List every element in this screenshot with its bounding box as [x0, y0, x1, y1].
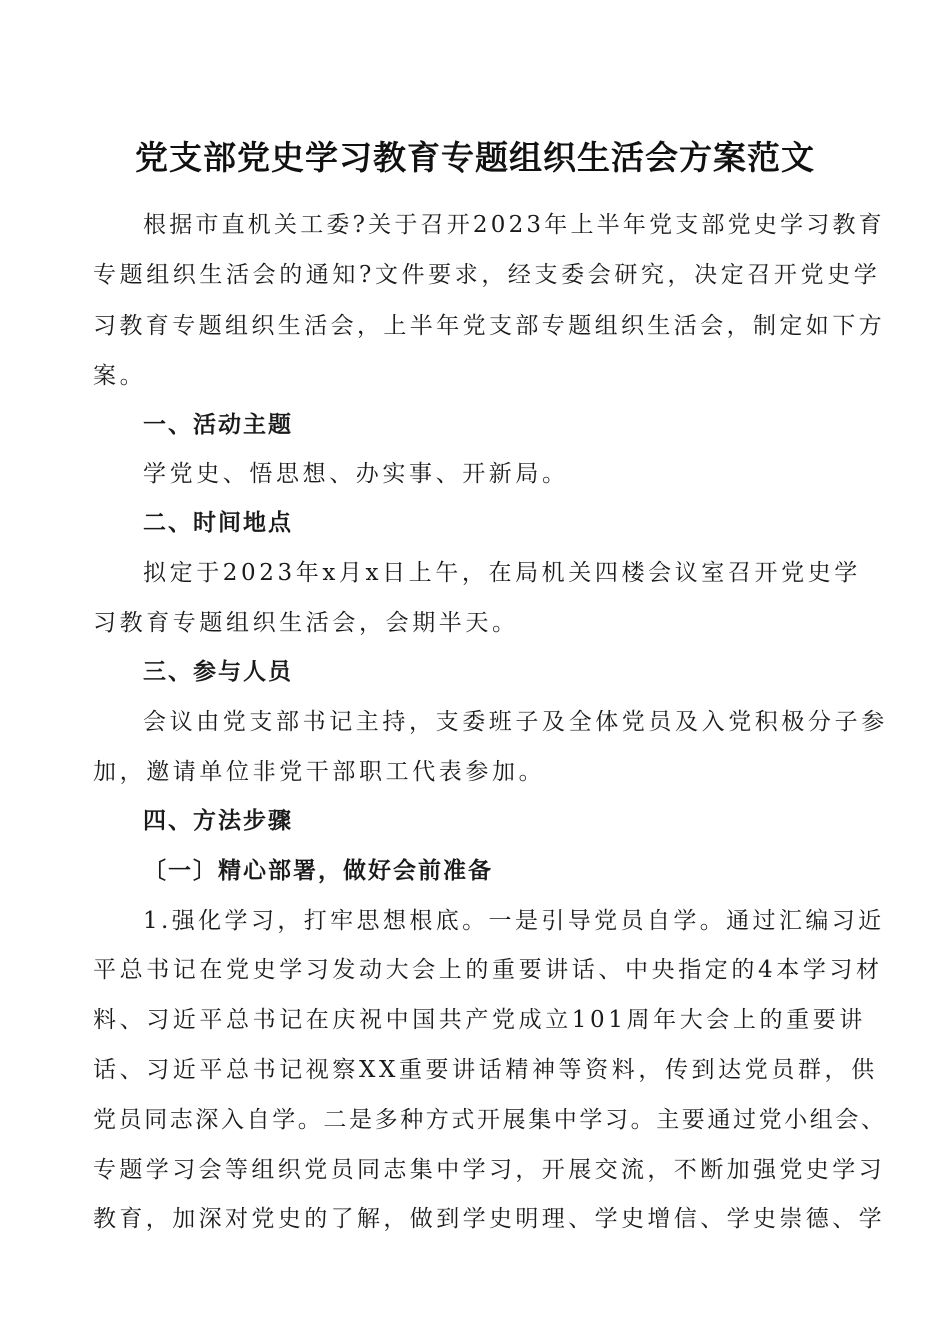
methods-subheading-1: 〔一〕精心部署，做好会前准备 [143, 858, 493, 884]
methods-line-4: 话、习近平总书记视察XX重要讲话精神等资料，传到达党员群，供 [93, 1057, 878, 1083]
section-heading-theme: 一、活动主题 [143, 412, 293, 438]
methods-line-7: 教育，加深对党史的了解，做到学史明理、学史增信、学史崇德、学 [93, 1206, 885, 1232]
intro-line-1: 根据市直机关工委?关于召开2023年上半年党支部党史学习教育 [143, 212, 885, 238]
methods-line-2: 平总书记在党史学习发动大会上的重要讲话、中央指定的4本学习材 [93, 957, 883, 983]
methods-line-6: 专题学习会等组织党员同志集中学习，开展交流，不断加强党史学习 [93, 1157, 885, 1183]
participants-line-2: 加，邀请单位非党干部职工代表参加。 [93, 759, 546, 785]
document-title: 党支部党史学习教育专题组织生活会方案范文 [135, 138, 815, 177]
section-heading-methods: 四、方法步骤 [143, 808, 293, 834]
methods-line-3: 料、习近平总书记在庆祝中国共产党成立101周年大会上的重要讲 [93, 1007, 866, 1033]
methods-line-5: 党员同志深入自学。二是多种方式开展集中学习。主要通过党小组会、 [93, 1107, 887, 1133]
intro-line-2: 专题组织生活会的通知?文件要求，经支委会研究，决定召开党史学 [93, 262, 881, 288]
section-heading-time-place: 二、时间地点 [143, 510, 293, 536]
theme-line-1: 学党史、悟思想、办实事、开新局。 [143, 461, 569, 487]
methods-line-1: 1.强化学习，打牢思想根底。一是引导党员自学。通过汇编习近 [143, 908, 885, 934]
time-place-line-2: 习教育专题组织生活会，会期半天。 [93, 610, 519, 636]
time-place-line-1: 拟定于2023年x月x日上午，在局机关四楼会议室召开党史学 [143, 560, 861, 586]
participants-line-1: 会议由党支部书记主持，支委班子及全体党员及入党积极分子参 [143, 709, 888, 735]
section-heading-participants: 三、参与人员 [143, 659, 293, 685]
intro-line-3: 习教育专题组织生活会，上半年党支部专题组织生活会，制定如下方 [93, 313, 885, 339]
intro-line-4: 案。 [93, 363, 147, 389]
